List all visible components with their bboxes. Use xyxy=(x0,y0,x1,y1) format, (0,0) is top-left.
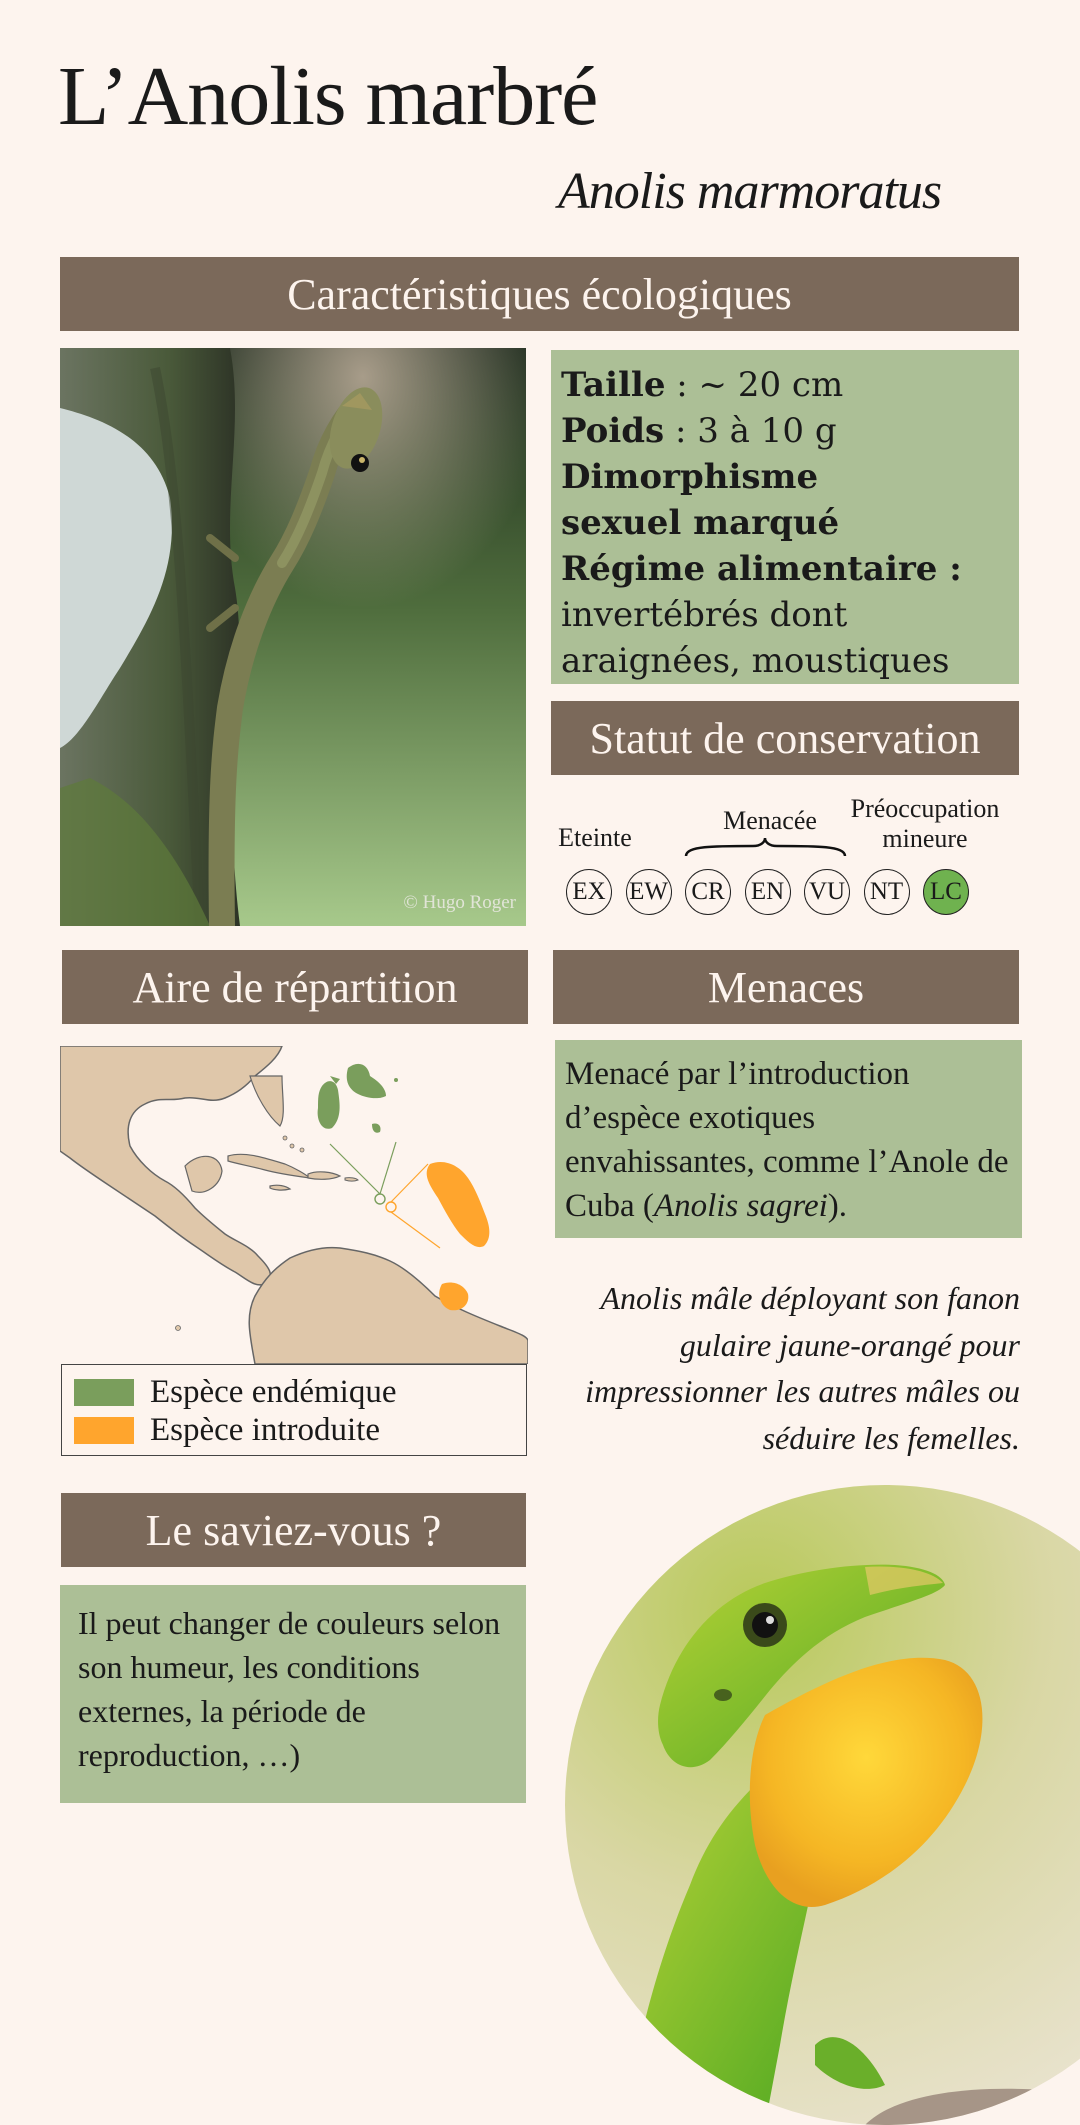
threats-box xyxy=(555,1040,1022,1238)
lizard-photo xyxy=(60,348,526,926)
status-header: Statut de conservation xyxy=(551,701,1019,775)
legend-row-introduced xyxy=(74,1411,514,1449)
status-circle-ex: EX xyxy=(566,869,612,915)
threats-text-after: ). xyxy=(827,1188,848,1224)
weight-label: Poids xyxy=(561,411,665,451)
did-you-know-header: Le saviez-vous ? xyxy=(61,1493,526,1567)
dewlap-photo xyxy=(565,1485,1080,2125)
photo-credit: © Hugo Roger xyxy=(403,892,516,913)
threats-species: Anolis sagrei xyxy=(653,1188,828,1224)
diet-line xyxy=(561,546,1009,592)
dimorphism-label: Dimorphisme sexuel marqué xyxy=(561,457,840,543)
size-label: Taille xyxy=(561,365,666,405)
scientific-name: Anolis marmoratus xyxy=(558,163,942,220)
ecology-header: Caractéristiques écologiques xyxy=(60,257,1019,331)
diet-value: invertébrés dont araignées, moustiques xyxy=(561,595,950,681)
status-circle-en: EN xyxy=(745,869,791,915)
did-you-know-box: Il peut changer de couleurs selon son humeur, les conditions externes, la période de reproduction, …) xyxy=(60,1585,526,1803)
dimorphism-line xyxy=(561,454,941,546)
legend-swatch-endemic xyxy=(74,1379,134,1406)
diet-label: Régime alimentaire : xyxy=(561,549,962,589)
range-map xyxy=(60,1046,528,1364)
threats-header: Menaces xyxy=(553,950,1019,1024)
legend-label-introduced: Espèce introduite xyxy=(150,1411,381,1448)
dewlap-photo-illustration xyxy=(565,1485,1080,2125)
size-line xyxy=(561,362,1009,408)
photo-caption: Anolis mâle déployant son fanon gulaire jaune-orangé pour impressionner les autres mâles ou séduire les femelles. xyxy=(585,1280,1020,1456)
status-label-extinct: Eteinte xyxy=(558,823,632,852)
status-circle-ew: EW xyxy=(626,869,672,915)
status-circle-nt: NT xyxy=(864,869,910,915)
legend-label-endemic: Espèce endémique xyxy=(150,1373,397,1410)
lizard-photo-illustration xyxy=(60,348,526,926)
status-label-least-concern: Préoccupation mineure xyxy=(850,794,1000,853)
status-circle-vu: VU xyxy=(804,869,850,915)
size-value: : ~ 20 cm xyxy=(665,365,844,405)
status-label-threatened: Menacée xyxy=(723,806,817,835)
legend-swatch-introduced xyxy=(74,1417,134,1444)
status-circle-lc: LC xyxy=(923,869,969,915)
legend-row-endemic xyxy=(74,1373,514,1411)
map-legend xyxy=(61,1364,527,1456)
weight-line xyxy=(561,408,1009,454)
range-header: Aire de répartition xyxy=(62,950,528,1024)
threatened-brace-icon xyxy=(683,836,848,860)
status-circle-cr: CR xyxy=(685,869,731,915)
weight-value: : 3 à 10 g xyxy=(664,411,837,451)
ecology-box xyxy=(551,350,1019,684)
caribbean-map xyxy=(60,1046,528,1364)
page-title: L’Anolis marbré xyxy=(58,50,598,143)
threats-text-before: Menacé par l’introduction d’espèce exotiques envahissantes, comme l’Anole de Cuba ( xyxy=(565,1056,1009,1224)
